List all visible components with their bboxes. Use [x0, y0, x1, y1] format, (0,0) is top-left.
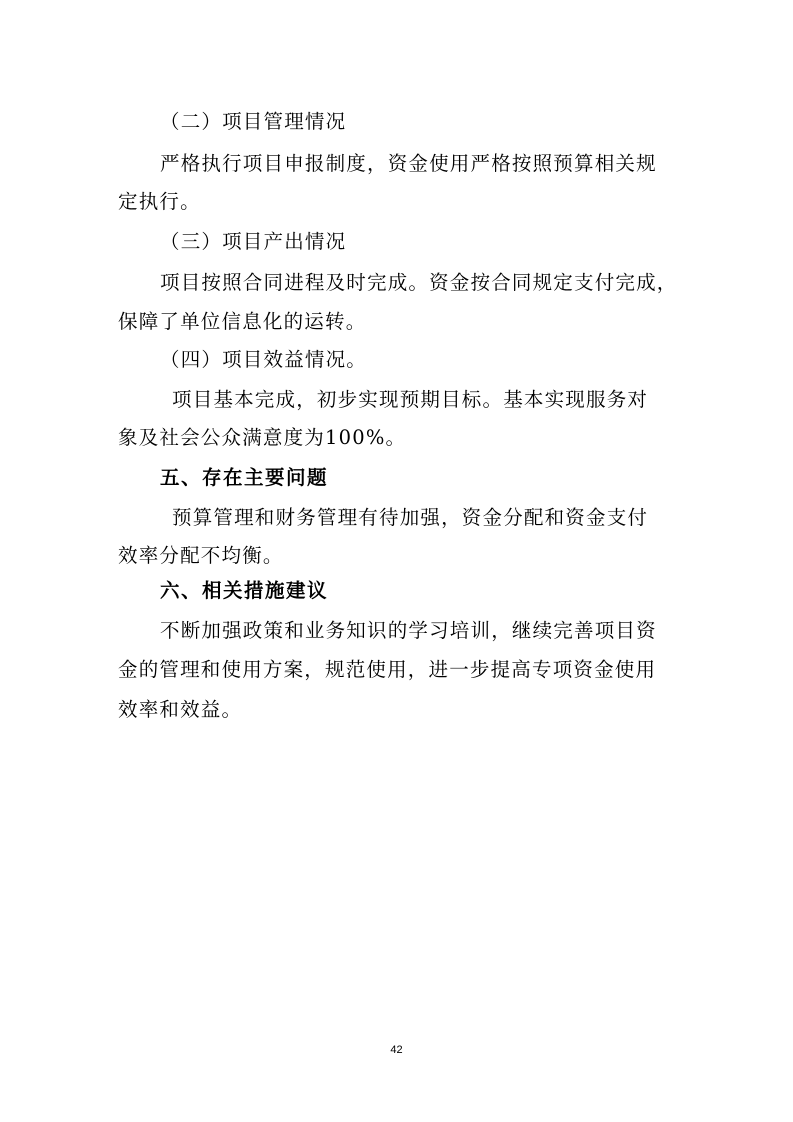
paragraph-line: 金的管理和使用方案，规范使用，进一步提高专项资金使用	[118, 658, 657, 681]
section-heading-main-problems: 五、存在主要问题	[160, 466, 329, 489]
paragraph-line: 定执行。	[118, 190, 201, 213]
section-heading-project-output: （三）项目产出情况	[160, 230, 347, 253]
section-heading-suggestions: 六、相关措施建议	[160, 579, 329, 602]
paragraph-line: 象及社会公众满意度为100%。	[118, 426, 407, 449]
paragraph-line: 效率分配不均衡。	[118, 544, 284, 567]
paragraph-line: 不断加强政策和业务知识的学习培训，继续完善项目资	[160, 619, 657, 642]
paragraph-line: 预算管理和财务管理有待加强，资金分配和资金支付	[172, 506, 649, 529]
paragraph-line: 项目按照合同进程及时完成。资金按合同规定支付完成，	[160, 271, 678, 294]
page-number: 42	[390, 1044, 403, 1056]
section-heading-project-management: （二）项目管理情况	[160, 110, 347, 133]
paragraph-line: 项目基本完成，初步实现预期目标。基本实现服务对	[172, 388, 649, 411]
section-heading-project-benefit: （四）项目效益情况。	[160, 348, 368, 371]
paragraph-line: 严格执行项目申报制度，资金使用严格按照预算相关规	[160, 152, 657, 175]
paragraph-line: 效率和效益。	[118, 698, 243, 721]
paragraph-line: 保障了单位信息化的运转。	[118, 310, 367, 333]
